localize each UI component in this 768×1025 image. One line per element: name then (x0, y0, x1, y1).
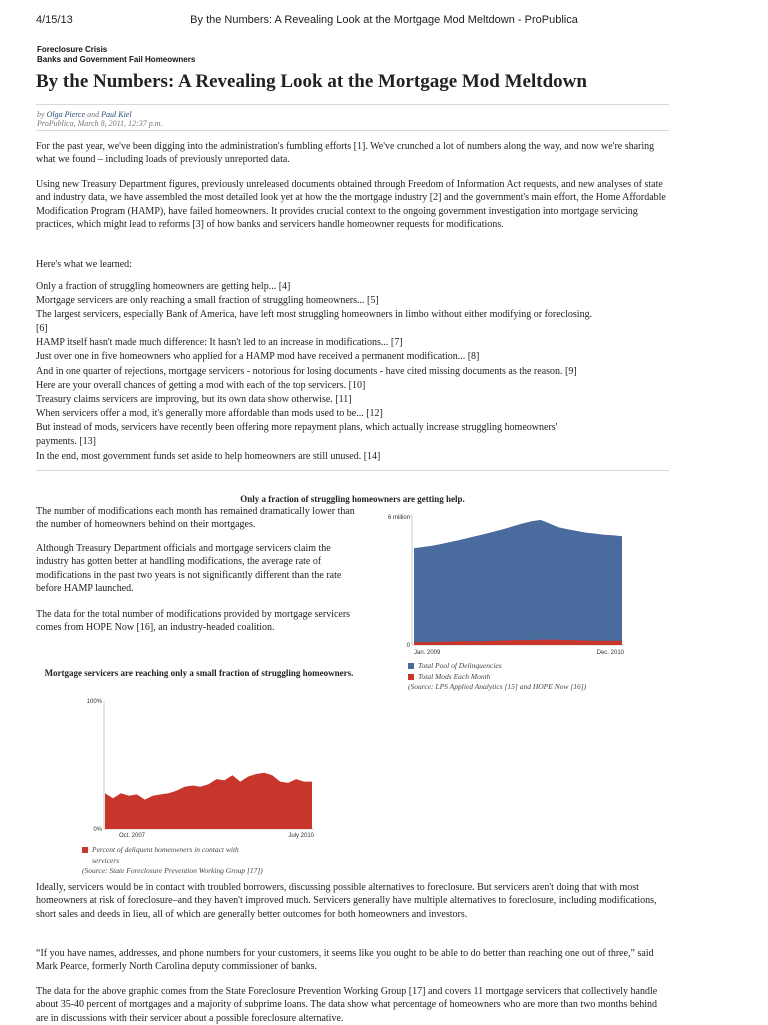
intro-paragraph-1: For the past year, we've been digging into the administration's fumbling efforts [1]. We've crunched a lot of numbers along the way, and now we're sharing what we found – including loads of previously unreported data. (36, 141, 655, 166)
y-tick-label: 0 (406, 643, 410, 649)
list-item[interactable]: But instead of mods, servicers have recently been offering more repayment plans, which actually increase struggling homeowners' (36, 422, 558, 433)
list-item[interactable]: HAMP itself hasn't made much difference: It hasn't led to an increase in modifications... [7] (36, 337, 403, 348)
author-link-olga-pierce[interactable]: Olga Pierce (46, 110, 86, 119)
divider (36, 470, 669, 471)
body-paragraph-2: “If you have names, addresses, and phone numbers for your customers, it seems like you ought to be able to do better than reaching one out of three,” said Mark Pearce, formerly North Carolina deputy commissioner of banks. (36, 948, 654, 973)
chart-contact-rate (82, 694, 322, 842)
legend-swatch (82, 847, 88, 853)
list-item[interactable]: Mortgage servicers are only reaching a small fraction of struggling homeowners... [5] (36, 295, 379, 306)
byline: by Olga Pierce and Paul Kiel ProPublica, March 8, 2011, 12:37 p.m. (37, 110, 163, 128)
legend-item: Percent of deliquent homeowners in contact with servicers (82, 845, 312, 866)
series-area-total-pool-of-delinquencies (414, 520, 622, 645)
intro-paragraph-3: Here's what we learned: (36, 259, 132, 270)
list-item[interactable]: The largest servicers, especially Bank of America, have left most struggling homeowners in limbo without either modifying or foreclosing. (36, 309, 593, 320)
section-paragraph-2: Although Treasury Department officials and mortgage servicers claim the industry has gotten better at handling modifications, the average rate of modifications in the past two years is not significantly different than the rate before HAMP launched. (36, 543, 342, 595)
chart-source: (Source: LPS Applied Analytics [15] and HOPE Now [16]) (408, 682, 587, 691)
legend-item: Total Pool of Delinquencies (408, 661, 586, 672)
list-item[interactable]: In the end, most government funds set aside to help homeowners are still unused. [14] (36, 451, 381, 462)
section-paragraph-1: The number of modifications each month has remained dramatically lower than the number of homeowners behind on their mortgages. (36, 506, 355, 531)
chart-source: (Source: State Foreclosure Prevention Working Group [17]) (82, 866, 263, 875)
body-paragraph-3: The data for the above graphic comes from the State Foreclosure Prevention Working Group [17] and covers 11 mortgage servicers that collectively handle about 35-40 percent of mortgages and a majority of subprime loans. The data show what percentage of homeowners who are more than two months behind are in discussions with their servicer about a possible foreclosure alternative. (36, 986, 658, 1024)
x-tick-label: Dec. 2010 (596, 650, 624, 656)
list-item[interactable]: Here are your overall chances of getting a mod with each of the top servicers. [10] (36, 380, 366, 391)
print-header (0, 14, 768, 28)
kicker-link-foreclosure-crisis[interactable]: Foreclosure Crisis (37, 45, 108, 54)
divider (36, 104, 669, 105)
legend-swatch (408, 674, 414, 680)
y-tick-label: 0% (93, 827, 102, 833)
print-title: By the Numbers: A Revealing Look at the Mortgage Mod Meltdown - ProPublica (190, 14, 578, 26)
list-item[interactable]: And in one quarter of rejections, mortgage servicers - notorious for losing documents - have cited missing documents as the reason. [9] (36, 366, 577, 377)
chart-1-legend (408, 661, 586, 693)
list-item[interactable]: payments. [13] (36, 436, 96, 447)
page-title: By the Numbers: A Revealing Look at the Mortgage Mod Meltdown (36, 71, 587, 92)
series-area-contact-rate (105, 773, 312, 829)
chart-2-title: Mortgage servicers are reaching only a small fraction of struggling homeowners. (44, 668, 354, 678)
chart-delinquencies (372, 508, 642, 658)
list-item[interactable]: Only a fraction of struggling homeowners are getting help... [4] (36, 281, 291, 292)
legend-item: Total Mods Each Month (408, 672, 586, 683)
print-date: 4/15/13 (36, 14, 73, 26)
author-link-paul-kiel[interactable]: Paul Kiel (101, 110, 132, 119)
x-tick-label: Oct. 2007 (119, 833, 146, 839)
x-tick-label: Jan. 2009 (414, 650, 441, 656)
intro-paragraph-2: Using new Treasury Department figures, previously unreleased documents obtained through Freedom of Information Act requests, and new analyses of state and industry data, we have assembled the most detailed look yet at how the the mortgage industry [2] and the government's main effort, the Home Affordable Modification Program (HAMP), have failed homeowners. It provides crucial context to the ongoing government investigation into mortgage servicing practices, which might lead to reforms [3] of how banks and servicers handle homeowner requests for modifications. (36, 179, 666, 231)
list-item[interactable]: [6] (36, 323, 48, 334)
x-tick-label: July 2010 (288, 833, 314, 839)
list-item[interactable]: Just over one in five homeowners who applied for a HAMP mod have received a permanent modification... [8] (36, 351, 480, 362)
dateline: ProPublica, March 8, 2011, 12:37 p.m. (37, 119, 163, 128)
divider (36, 130, 669, 131)
kicker-link-banks-government[interactable]: Banks and Government Fail Homeowners (37, 55, 196, 64)
body-paragraph-1: Ideally, servicers would be in contact with troubled borrowers, discussing possible alternatives to foreclosure. But servicers aren't doing that with most homeowners at risk of foreclosure–and they haven't improved much. Servicers generally have multiple alternatives to foreclosure, including modifications, short sales and deeds in lieu, all of which are generally better outcomes for both homeowners and investors. (36, 882, 657, 920)
y-tick-label: 6 million (387, 515, 410, 521)
section-paragraph-3: The data for the total number of modifications provided by mortgage servicers comes from HOPE Now [16], an industry-headed coalition. (36, 609, 351, 634)
y-tick-label: 100% (86, 699, 102, 705)
list-item[interactable]: When servicers offer a mod, it's generally more affordable than mods used to be... [12] (36, 408, 383, 419)
chart-1-title: Only a fraction of struggling homeowners are getting help. (240, 494, 465, 504)
chart-2-legend (82, 845, 312, 877)
legend-swatch (408, 663, 414, 669)
list-item[interactable]: Treasury claims servicers are improving, but its own data show otherwise. [11] (36, 394, 352, 405)
